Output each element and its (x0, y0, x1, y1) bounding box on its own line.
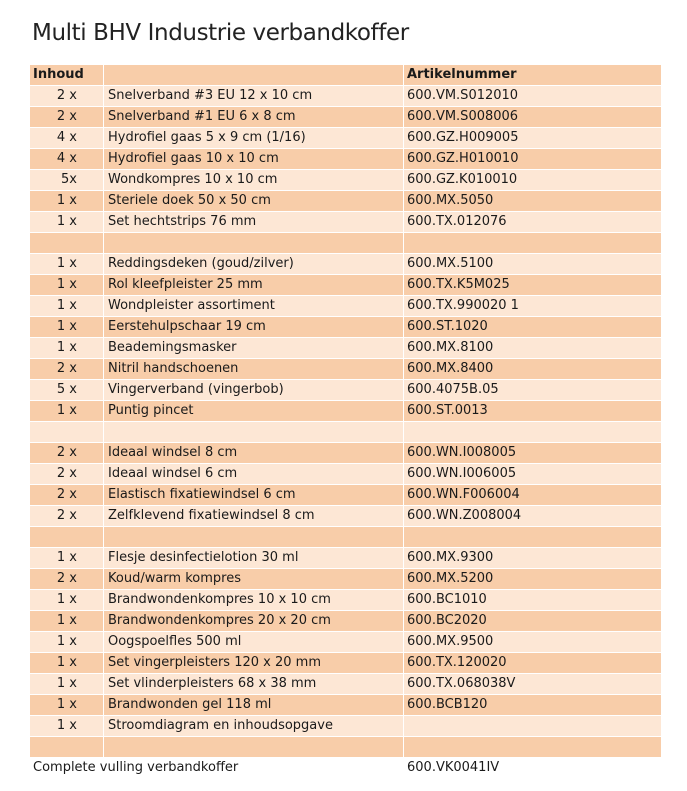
row-description: Puntig pincet (104, 401, 404, 422)
row-quantity: 4 x (30, 128, 104, 149)
row-article-number: 600.BCB120 (404, 695, 661, 716)
row-quantity: 2 x (30, 569, 104, 590)
row-quantity: 4 x (30, 149, 104, 170)
table-row (30, 149, 661, 170)
table-row (30, 485, 661, 506)
row-article-number (404, 527, 661, 548)
page-title: Multi BHV Industrie verbandkoffer (32, 20, 409, 46)
row-article-number: 600.WN.I008005 (404, 443, 661, 464)
row-quantity: 1 x (30, 317, 104, 338)
table-row (30, 296, 661, 317)
table-row (30, 380, 661, 401)
row-description: Hydrofiel gaas 5 x 9 cm (1/16) (104, 128, 404, 149)
table-row (30, 86, 661, 107)
row-quantity: 2 x (30, 506, 104, 527)
row-quantity: 2 x (30, 443, 104, 464)
row-description: Zelfklevend fixatiewindsel 8 cm (104, 506, 404, 527)
row-description: Steriele doek 50 x 50 cm (104, 191, 404, 212)
row-quantity: 1 x (30, 590, 104, 611)
footer-label: Complete vulling verbandkoffer (30, 758, 404, 778)
table-row (30, 317, 661, 338)
row-article-number: 600.TX.120020 (404, 653, 661, 674)
row-description: Brandwondenkompres 10 x 10 cm (104, 590, 404, 611)
row-article-number: 600.BC1010 (404, 590, 661, 611)
row-quantity (30, 233, 104, 254)
row-article-number (404, 422, 661, 443)
row-article-number (404, 233, 661, 254)
row-article-number: 600.MX.9500 (404, 632, 661, 653)
row-quantity: 1 x (30, 695, 104, 716)
row-article-number: 600.MX.8400 (404, 359, 661, 380)
row-description: Stroomdiagram en inhoudsopgave (104, 716, 404, 737)
table-row (30, 548, 661, 569)
row-article-number: 600.TX.012076 (404, 212, 661, 233)
row-description (104, 422, 404, 443)
table-row (30, 653, 661, 674)
row-description: Set vlinderpleisters 68 x 38 mm (104, 674, 404, 695)
table-row (30, 338, 661, 359)
row-quantity: 2 x (30, 485, 104, 506)
table-row (30, 422, 661, 443)
row-quantity: 2 x (30, 359, 104, 380)
table-row (30, 170, 661, 191)
contents-table (30, 65, 661, 778)
row-description: Snelverband #1 EU 6 x 8 cm (104, 107, 404, 128)
row-article-number: 600.VM.S008006 (404, 107, 661, 128)
row-description: Elastisch fixatiewindsel 6 cm (104, 485, 404, 506)
row-article-number: 600.TX.K5M025 (404, 275, 661, 296)
table-row (30, 254, 661, 275)
row-quantity: 5 x (30, 380, 104, 401)
row-quantity: 2 x (30, 464, 104, 485)
row-description: Hydrofiel gaas 10 x 10 cm (104, 149, 404, 170)
row-article-number: 600.MX.5050 (404, 191, 661, 212)
row-quantity (30, 422, 104, 443)
row-description: Flesje desinfectielotion 30 ml (104, 548, 404, 569)
row-quantity: 1 x (30, 716, 104, 737)
table-row (30, 674, 661, 695)
table-row (30, 695, 661, 716)
table-row (30, 737, 661, 758)
table-row (30, 590, 661, 611)
row-description: Wondpleister assortiment (104, 296, 404, 317)
row-quantity: 1 x (30, 653, 104, 674)
row-quantity: 1 x (30, 611, 104, 632)
row-article-number: 600.WN.Z008004 (404, 506, 661, 527)
table-footer-row (30, 758, 661, 778)
row-article-number: 600.MX.8100 (404, 338, 661, 359)
table-row (30, 107, 661, 128)
table-row (30, 128, 661, 149)
row-quantity (30, 737, 104, 758)
row-description: Ideaal windsel 8 cm (104, 443, 404, 464)
table-row (30, 443, 661, 464)
row-quantity: 2 x (30, 107, 104, 128)
row-article-number: 600.ST.0013 (404, 401, 661, 422)
row-article-number: 600.GZ.H009005 (404, 128, 661, 149)
header-inhoud: Inhoud (30, 65, 104, 86)
row-article-number: 600.GZ.H010010 (404, 149, 661, 170)
row-quantity: 1 x (30, 548, 104, 569)
row-article-number: 600.VM.S012010 (404, 86, 661, 107)
table-row (30, 275, 661, 296)
row-article-number: 600.ST.1020 (404, 317, 661, 338)
table-row (30, 359, 661, 380)
row-description: Wondkompres 10 x 10 cm (104, 170, 404, 191)
table-row (30, 632, 661, 653)
row-description: Eerstehulpschaar 19 cm (104, 317, 404, 338)
header-description (104, 65, 404, 86)
row-quantity: 1 x (30, 275, 104, 296)
table-header-row (30, 65, 661, 86)
table-row (30, 191, 661, 212)
table-row (30, 212, 661, 233)
table-row (30, 401, 661, 422)
row-description: Vingerverband (vingerbob) (104, 380, 404, 401)
row-description: Brandwondenkompres 20 x 20 cm (104, 611, 404, 632)
row-article-number: 600.TX.990020 1 (404, 296, 661, 317)
header-artikelnummer: Artikelnummer (404, 65, 661, 86)
row-description (104, 527, 404, 548)
row-article-number (404, 716, 661, 737)
row-description: Koud/warm kompres (104, 569, 404, 590)
table-row (30, 506, 661, 527)
row-quantity: 1 x (30, 212, 104, 233)
row-description (104, 737, 404, 758)
row-article-number: 600.WN.F006004 (404, 485, 661, 506)
table-row (30, 611, 661, 632)
row-article-number: 600.TX.068038V (404, 674, 661, 695)
row-description: Reddingsdeken (goud/zilver) (104, 254, 404, 275)
row-description: Rol kleefpleister 25 mm (104, 275, 404, 296)
row-description: Beademingsmasker (104, 338, 404, 359)
row-description: Snelverband #3 EU 12 x 10 cm (104, 86, 404, 107)
row-article-number: 600.GZ.K010010 (404, 170, 661, 191)
row-article-number: 600.MX.5200 (404, 569, 661, 590)
row-quantity: 1 x (30, 674, 104, 695)
row-article-number: 600.4075B.05 (404, 380, 661, 401)
row-description: Set hechtstrips 76 mm (104, 212, 404, 233)
row-quantity: 5x (30, 170, 104, 191)
row-article-number: 600.BC2020 (404, 611, 661, 632)
row-article-number: 600.MX.9300 (404, 548, 661, 569)
row-article-number (404, 737, 661, 758)
row-article-number: 600.WN.I006005 (404, 464, 661, 485)
table-row (30, 233, 661, 254)
row-quantity: 1 x (30, 632, 104, 653)
table-row (30, 716, 661, 737)
row-quantity: 1 x (30, 254, 104, 275)
row-quantity: 1 x (30, 296, 104, 317)
row-description: Oogspoelfles 500 ml (104, 632, 404, 653)
row-quantity: 1 x (30, 191, 104, 212)
table-row (30, 527, 661, 548)
footer-article-number: 600.VK0041IV (404, 758, 661, 778)
row-quantity: 2 x (30, 86, 104, 107)
row-description (104, 233, 404, 254)
row-description: Brandwonden gel 118 ml (104, 695, 404, 716)
row-description: Set vingerpleisters 120 x 20 mm (104, 653, 404, 674)
table-row (30, 464, 661, 485)
table-row (30, 569, 661, 590)
row-quantity: 1 x (30, 338, 104, 359)
row-description: Ideaal windsel 6 cm (104, 464, 404, 485)
row-quantity: 1 x (30, 401, 104, 422)
row-article-number: 600.MX.5100 (404, 254, 661, 275)
row-description: Nitril handschoenen (104, 359, 404, 380)
row-quantity (30, 527, 104, 548)
